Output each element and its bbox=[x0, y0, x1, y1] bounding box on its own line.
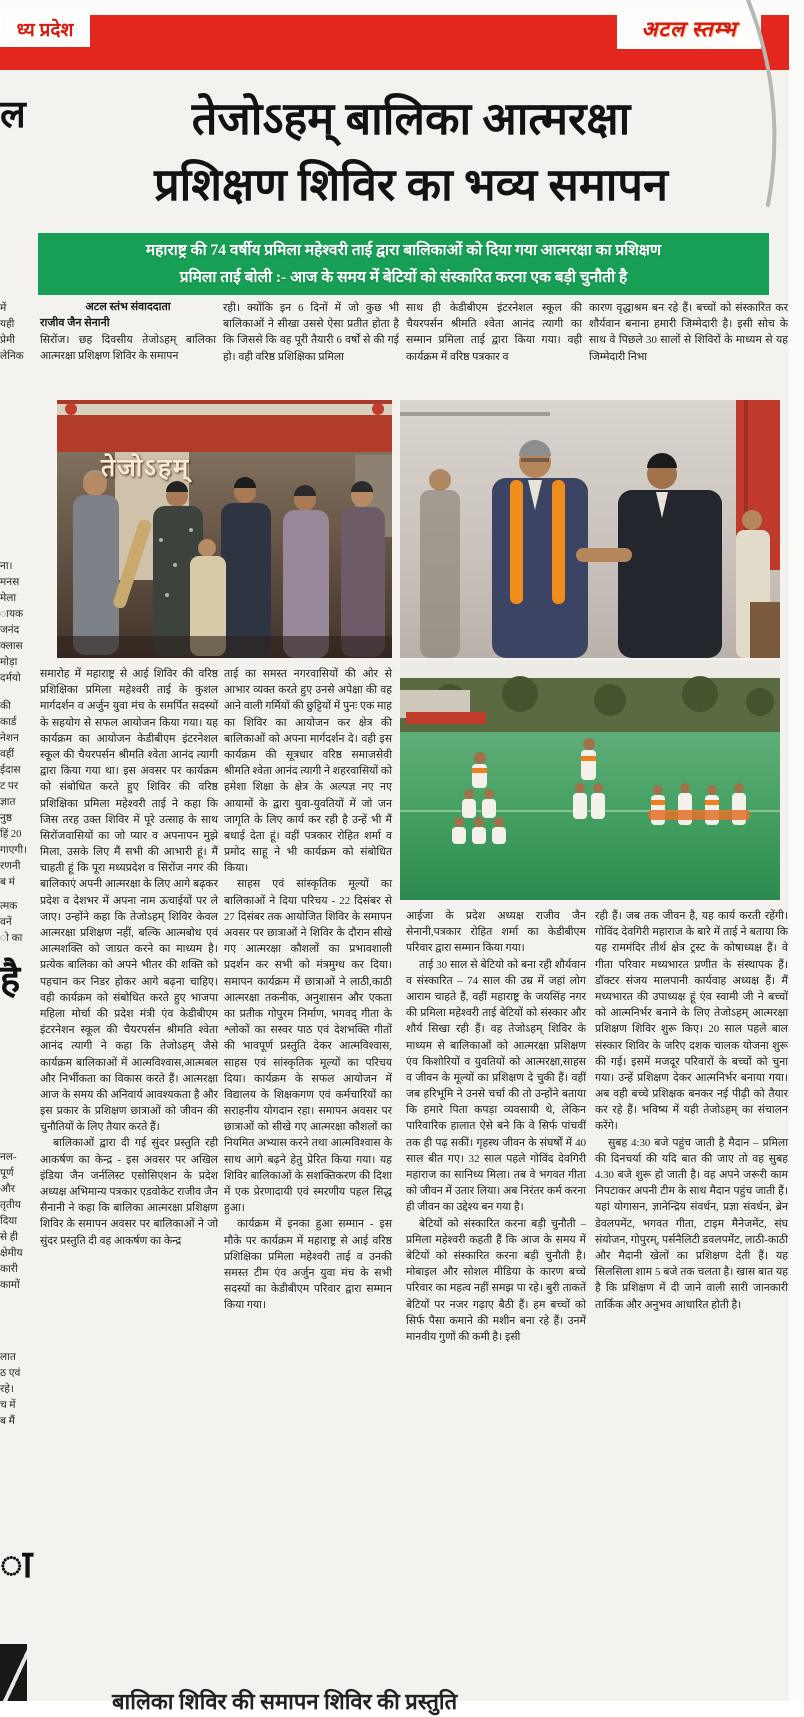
headline bbox=[30, 86, 792, 218]
article-col-left-a bbox=[40, 666, 218, 1688]
article-paragraph: समारोह में महाराष्ट्र से आई शिविर की वरिष्ठ प्रशिक्षिका प्रमिला महेश्वरी ताई के कुशल मार्गदर्शन व अर्जुन युवा मंच के समर्पित सदस्यों के सहयोग से सफल आयोजन किया गया। यह कार्यक्रम का आयोजन केडीबीएम इंटरनेशल स्कूल की चैयरपर्सन श्रीमति श्वेता आनंद त्यागी द्वारा किया गया था। इस अवसर पर कार्यक्रम को संबोधित करते हुए शिविर की वरिष्ठ प्रशिक्षिका प्रमिला महेश्वरी ताई ने कहा कि जिस तरह उक्त शिविर में पूरे उत्साह के साथ सिरोंजवासियों का जो प्यार व अपनापन मुझे मिला, उसके लिए मैं सभी की आभारी हूं। मैं चाहती हूं कि पूरा मध्यप्रदेश व सिरोंज नगर की बालिकाएं अपनी आत्मरक्षा के लिए आगे बढ़कर प्रदेश व देशभर में अपना नाम ऊचाईयों पर ले जाए। उन्होंने कहा कि तेजोऽहम् शिविर केवल आत्मरक्षा प्रशिक्षण नहीं, बल्कि आत्मबोध एवं आत्मशक्ति को जाग्रत करने का माध्यम है। प्रत्येक बालिका को अपने भीतर की शक्ति को पहचान कर निडर होकर आगे बढ़ना चाहिए। वही कार्यक्रम को संबोधित करते हुए भाजपा महिला मोर्चा की प्रदेश मंत्री एंव केडीबीएम इंटरनेशन स्कूल की चैयरपर्सन श्रीमति श्वेता आनंद त्यागी ने कहा कि तेजोऽहम् जैसे कार्यक्रम बालिकाओं में आत्मविश्वास,आत्मबल और निर्भीकता का विकास करते हैं। आत्मरक्षा आज के समय की अनिवार्य आवश्यकता है और इस प्रकार के प्रशिक्षण छात्राओं को जीवन की चुनौतियों के लिए तैयार करते हैं। bbox=[40, 668, 218, 1134]
left-margin-fragment: त्मक bbox=[0, 901, 18, 912]
subhead-box bbox=[38, 233, 769, 295]
left-margin-fragment: लेनिक bbox=[0, 351, 24, 362]
subhead-line-1: महाराष्ट्र की 74 वर्षीय प्रमिला महेश्वरी ताई द्वारा बालिकाओं को दिया गया आत्मरक्षा का प्रशिक्षण bbox=[145, 241, 662, 259]
left-margin-strip bbox=[0, 0, 36, 1701]
article-col-right-c bbox=[406, 908, 586, 1690]
article-paragraph: ताई का समस्त नगरवासियों की ओर से आभार व्यक्त करते हुए उनसे अपेक्षा की वह आने वाली गर्मियों की छुट्टियों में पुनः एक माह का शिविर का आयोजन कर क्षेत्र की बालिकाओं को अपना मार्गदर्शन दे। वही इस कार्यक्रम की सूत्रधार वरिष्ठ समाजसेवी श्रीमति श्वेता आनंद त्यागी ने शहरवासियों को हमेशा शिक्षा के क्षेत्र के अल्पज्ञ नए नए आयामों के द्वारा युवा-युवतियों में जो जन जागृति के लिए कार्य कर रही है उन्हें भी मैं बधाई देता हूं। वहीं पत्रकार रोहित शर्मा व प्रमोद साहू ने भी कार्यक्रम को संबोधित किया। bbox=[224, 668, 392, 875]
photo-dignitaries-greeting bbox=[400, 400, 780, 658]
left-margin-fragment: कारी bbox=[0, 1264, 18, 1275]
article-paragraph: कारण वृद्धाश्रम बन रहे हैं। बच्चों को संस्कारित कर शौर्यवान बनाना हमारी जिम्मेदारी है। इसी सोच के साथ वे पिछले 30 सालों से शिविरों के माध्यम से यह जिम्मेदारी निभा bbox=[589, 302, 788, 363]
masthead-region-label: ध्य प्रदेश bbox=[16, 20, 74, 41]
left-margin-fragment: कार्ड bbox=[0, 717, 17, 728]
photo-pyramid-art bbox=[400, 660, 780, 900]
left-margin-fragment: प्रेमी bbox=[0, 335, 15, 346]
left-margin-big-letter: ल bbox=[0, 94, 26, 136]
article-paragraph: बेटियों को संस्कारित करना बड़ी चुनौती – प्रमिला महेश्वरी कहती हैं कि आज के समय में बेटियों को संस्कारित करना बड़ी चुनौती है। मोबाइल और सोशल मीडिया के कारण बच्चे परिवार का महत्व नहीं समझ पा रहे। बुरी ताकतें बेटियों पर नजर गढ़ाए बैठी हैं। हम बच्चों को सिर्फ पैसा कमाने की मशीन बना रहे हैं। उनमें मानवीय गुणों की कमी है। इसी bbox=[406, 1217, 586, 1343]
masthead-brand-box bbox=[617, 8, 761, 49]
left-margin-fragment: कामों bbox=[0, 1280, 20, 1291]
photo-ceremony-indoor bbox=[57, 400, 392, 658]
left-margin-fragment: वहीं bbox=[0, 749, 15, 760]
article-paragraph: रही। क्योंकि इन 6 दिनों में जो कुछ भी बालिकाओं ने सीखा उससे ऐसा प्रतीत होता है कि जिससे कि वह पूरी तैयारी 6 वर्षों से की गई हो। वही वरिष्ठ प्रशिक्षिका प्रमिला bbox=[223, 302, 399, 363]
article-paragraph: कार्यक्रम में इनका हुआ सम्मान - इस मौके पर कार्यक्रम में महाराष्ट्र से आई वरिष्ठ प्रशिक्षिका प्रमिला महेश्वरी ताई व उनकी समस्त टीम एंव अर्जुन युवा मंच के सभी सदस्यों का केडीबीएम परिवार द्वारा सम्मान किया गया। bbox=[224, 1218, 392, 1312]
left-margin-fragment: क्लास bbox=[0, 641, 23, 652]
article-paragraph: आईजा के प्रदेश अध्यक्ष राजीव जैन सेनानी,पत्रकार रोहित शर्मा का केडीबीएम परिवार द्वारा सम्मान किया गया। bbox=[406, 910, 586, 955]
article-paragraph: सिरोंज। छह दिवसीय तेजोऽहम् बालिका आत्मरक्षा प्रशिक्षण शिविर के समापन bbox=[40, 333, 216, 363]
article-paragraph: बालिकाओं द्वारा दी गई सुंदर प्रस्तुति रही आकर्षण का केन्द्र - इस अवसर पर अखिल इंडिया जैन जर्नलिस्ट एसोसिएशन के प्रदेश अध्यक्ष अभिमान्य पत्रकार एडवोकेट राजीव जैन सैनानी ने कहा कि बालिका आत्मरक्षा प्रशिक्षण शिविर के समापन अवसर पर बालिकाओं ने जो सुंदर प्रस्तुति दी वह आकर्षण का केन्द्र bbox=[40, 1137, 218, 1247]
left-margin-fragment: जनंद bbox=[0, 625, 20, 636]
left-margin-fragment: पूर्ण bbox=[0, 1168, 14, 1179]
article-paragraph: सुबह 4:30 बजे पहुंच जाती है मैदान – प्रमिला की दिनचर्या की यदि बात की जाए तो वह सुबह 4.30 बजे शुरू हो जाती है। वह अपने जरूरी काम निपटाकर अपनी टीम के साथ मैदान पहुंच जाती हैं। यहां योगासन, ज्ञानेन्द्रिय संवर्धन, प्रज्ञा संवर्धन, ब्रेन डेवलपमेंट, भगवत गीता, टाइम मैनेजमेंट, संघ संयोजन, गोपुरम्, पर्सनैलिटी डवलपमेंट, लाठी-काठी और मैदानी खेलों का प्रशिक्षण देती हैं। यह सिलसिला शाम 5 बजे तक चलता है। खास बात यह है कि प्रशिक्षण में दी जाने वाली सारी जानकारी तार्किक और अनुभव आधारित होती है। bbox=[595, 1136, 788, 1311]
left-margin-fragment: नेशन bbox=[0, 733, 19, 744]
left-margin-fragment: में bbox=[0, 303, 7, 314]
left-margin-fragment: हिं 20 bbox=[0, 829, 22, 840]
page-right-margin bbox=[789, 0, 804, 1701]
photo-greeting-art bbox=[400, 400, 780, 658]
left-margin-fragment: गाएगी। bbox=[0, 845, 28, 856]
left-margin-fragment: मेला bbox=[0, 593, 17, 604]
article-col-right-d bbox=[595, 908, 788, 1690]
article-col-top-2 bbox=[223, 300, 399, 397]
left-margin-fragment: रहे। bbox=[0, 1384, 14, 1395]
left-margin-fragment: नल- bbox=[0, 1152, 17, 1163]
left-margin-fragment: दर्मयो bbox=[0, 673, 21, 684]
masthead-brand-logo: अटल स्तम्भ bbox=[641, 16, 737, 41]
article-col-left-b bbox=[224, 666, 392, 1688]
left-margin-fragment: ायक bbox=[0, 609, 24, 620]
left-margin-fragment: ईदास bbox=[0, 765, 21, 776]
left-margin-fragment: मोड़ा bbox=[0, 657, 18, 668]
left-margin-fragment: और bbox=[0, 1184, 16, 1195]
photo-ceremony-art bbox=[57, 400, 392, 658]
left-margin-fragment: दिया bbox=[0, 1216, 18, 1227]
article-paragraph: रही हैं। जब तक जीवन है, यह कार्य करती रहेंगी। गोविंद देवगिरी महाराज के बारे में ताई ने बताया कि यह राममंदिर तीर्थ क्षेत्र ट्रस्ट के कोषाध्यक्ष हैं। वे गीता परिवार मध्यभारत प्रणीत के संस्थापक हैं। डॉक्टर संजय मालपानी कार्यवाह अध्यक्ष हैं। मैं मध्यभारत की उपाध्यक्ष हूं एंव स्वामी जी ने बच्चों को आत्मनिर्भर बनाने के लिए तेजोऽहम् आत्मरक्षा प्रशिक्षण शिविर शुरू किए। 20 साल पहले बाल संस्कार शिविर के जरिए दशक चालक योजना शुरू की गई। इसमें मजदूर परिवारों के बच्चों को चुना गया। उन्हें प्रशिक्षण देकर आत्मनिर्भर बनाया गया। अब वही बच्चे प्रशिक्षक बनकर नई पीढ़ी को तैयार कर रहे हैं। भविष्य में यही तेजोऽहम् का संचालन करेंगे। bbox=[595, 910, 788, 1133]
left-margin-fragment: तृतीय bbox=[0, 1200, 21, 1211]
left-margin-fragment: नुष्ठ bbox=[0, 813, 13, 824]
left-margin-fragment: से ही bbox=[0, 1232, 19, 1243]
left-margin-fragment: वनें bbox=[0, 917, 12, 928]
article-col-top-3 bbox=[406, 300, 582, 397]
left-margin-big-letter: ा bbox=[0, 1544, 33, 1586]
left-margin-fragment: लात bbox=[0, 1352, 16, 1363]
byline-reporter: राजीव जैन सेनानी bbox=[40, 316, 110, 329]
article-paragraph: साहस एवं सांस्कृतिक मूल्यों का बालिकाओं ने दिया परिचय - 22 दिसंबर से 27 दिसंबर तक आयोजित शिविर के समापन अवसर पर छात्राओं ने शिविर के दौरान सीखे गए आत्मरक्षा कौशलों का प्रभावशाली प्रदर्शन कर सभी को मंत्रमुग्ध कर दिया। समापन कार्यक्रम में छात्राओं ने लाठी,काठी आत्मरक्षा तकनीक, अनुशासन और एकता का प्रतीक गोपुरम निर्माण, भगवद् गीता के श्लोकों का सस्वर पाठ एवं देशभक्ति गीतों की भावपूर्ण प्रस्तुति देकर आत्मविश्वास, साहस एवं सांस्कृतिक मूल्यों का परिचय दिया। कार्यक्रम के सफल आयोजन में विद्यालय के शिक्षकगण एवं कर्मचारियों का सराहनीय योगदान रहा। समापन अवसर पर छात्राओं को सीखे गए आत्मरक्षा कौशलों का नियमित अभ्यास करने तथा आत्मविश्वास के साथ आगे बढ़ने हेतु प्रेरित किया गया। यह शिविर बालिकाओं के सशक्तिकरण की दिशा में एक प्रेरणादायी एवं स्मरणीय पहल सिद्ध हुआ। bbox=[224, 878, 392, 1215]
left-margin-fragment: ो का bbox=[0, 933, 23, 944]
left-margin-fragment: ट पर bbox=[0, 781, 19, 792]
photo-pyramid-performance bbox=[400, 660, 780, 900]
left-margin-big-letter: है bbox=[0, 959, 21, 1001]
article-paragraph: साथ ही केडीबीएम इंटरनेशल स्कूल की चैयरपर्सन श्रीमति श्वेता आनंद त्यागी का सम्मान प्रमिला ताई द्वारा किया गया। वही कार्यक्रम में वरिष्ठ पत्रकार व bbox=[406, 302, 582, 363]
article-col-top-4 bbox=[589, 300, 788, 397]
footer-caption-clipped: बालिका शिविर की समापन शिविर की प्रस्तुति bbox=[112, 1689, 458, 1714]
photo-banner-text: तेजोऽहम् bbox=[101, 455, 191, 482]
subhead-line-2: प्रमिला ताई बोली :- आज के समय में बेटियों को संस्कारित करना एक बड़ी चुनौती है bbox=[179, 268, 628, 286]
left-margin-fragment: च में bbox=[0, 1400, 16, 1411]
headline-line-1: तेजोऽहम् बालिका आत्मरक्षा bbox=[191, 94, 631, 144]
left-margin-fragment: ब मैं bbox=[0, 1416, 15, 1427]
left-margin-fragment: ना। bbox=[0, 561, 13, 572]
left-margin-fragment: ब मं bbox=[0, 877, 15, 888]
footer-ink-mark bbox=[0, 1644, 27, 1701]
left-margin-fragment: की bbox=[0, 701, 11, 712]
left-margin-fragment: ज्ञात bbox=[0, 797, 16, 808]
article-col-top-1 bbox=[40, 300, 216, 397]
left-margin-fragment: ठ एवं bbox=[0, 1368, 21, 1379]
left-margin-fragment: रणनी bbox=[0, 861, 21, 872]
left-margin-fragment: मनस bbox=[0, 577, 20, 588]
article-paragraph: ताई 30 साल से बेटियो को बना रही शौर्यवान व संस्कारित – 74 साल की उम्र में जहां लोग आराम चाहते हैं, वहीं महाराष्ट्र के जयसिंह नगर की प्रमिला महेश्वरी ताई बेटियों को संस्कार और शौर्य सिखा रही हैं। वह तेजोऽहम् शिविर के माध्यम से बालिकाओं को आत्मरक्षा प्रशिक्षण एंव किशोरियों व युवतियों को आत्मरक्षा,साहस व जीवन के मूल्यों का प्रशिक्षण दे चुकी हैं। वहीं जब हरिभूमि ने उनसे चर्चा की तो उन्होंने बताया कि हमारे पिता कपड़ा व्यवसायी थे, लेकिन पारिवारिक हालात ऐसे बने कि वे सिर्फ पांचवीं तक ही पढ़ सकीं। गृहस्थ जीवन के संघर्षों में 40 साल बीत गए। 32 साल पहले गोविंद देवगिरी महाराज का सानिध्य मिला। तब वे भगवत गीता को जीवन में उतार लिया। अब निरंतर कर्म करना ही जीवन का उद्देश्य बन गया है। bbox=[406, 958, 586, 1214]
left-margin-fragment: यही bbox=[0, 319, 15, 330]
headline-line-2: प्रशिक्षण शिविर का भव्य समापन bbox=[154, 160, 668, 210]
left-margin-fragment: क्षेमीय bbox=[0, 1248, 23, 1259]
byline-agency: अटल स्तंभ संवाददाता bbox=[85, 301, 171, 313]
